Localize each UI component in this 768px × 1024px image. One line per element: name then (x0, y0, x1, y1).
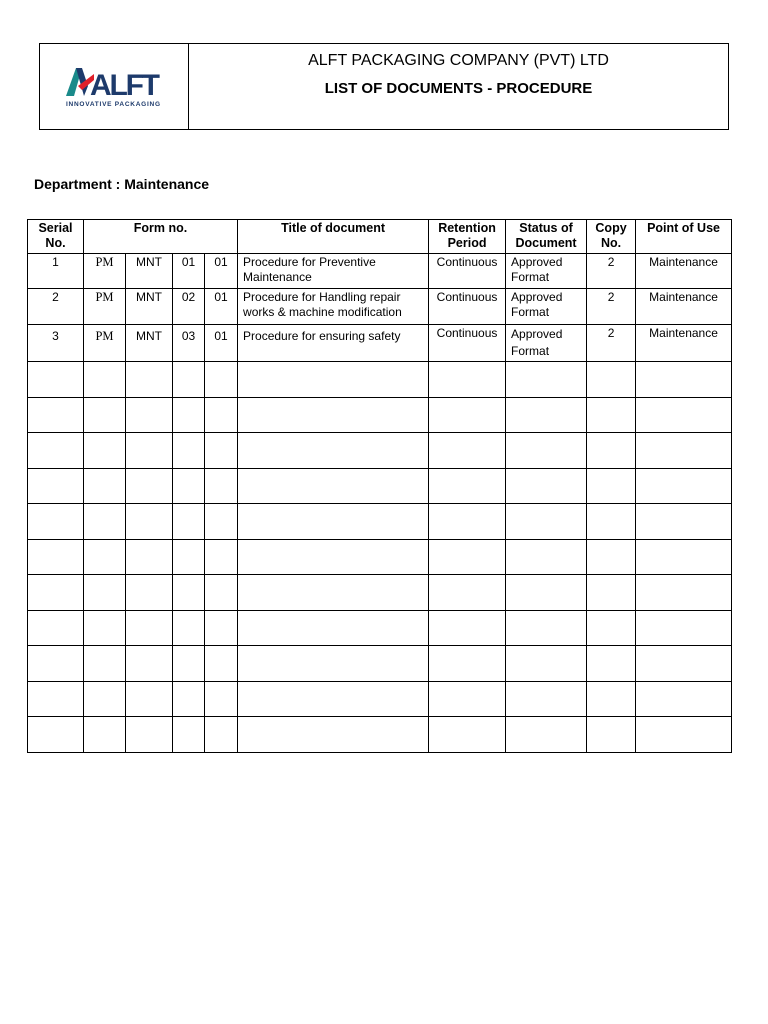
empty-cell (173, 539, 205, 575)
empty-cell (636, 468, 732, 504)
empty-cell (238, 681, 429, 717)
empty-cell (429, 468, 506, 504)
empty-cell (636, 610, 732, 646)
empty-cell (429, 433, 506, 469)
header-status: Status of Document (506, 220, 587, 254)
empty-cell (28, 717, 84, 753)
status-cell: Approved Format (506, 254, 587, 289)
empty-cell (506, 397, 587, 433)
empty-cell (238, 468, 429, 504)
empty-cell (84, 468, 126, 504)
logo-brand: ALFT (90, 68, 160, 102)
empty-cell (84, 610, 126, 646)
empty-cell (636, 575, 732, 611)
empty-cell (587, 539, 636, 575)
form-dept-cell: MNT (126, 254, 173, 289)
form-revision-cell: 01 (205, 254, 238, 289)
form-revision-cell: 01 (205, 325, 238, 362)
empty-cell (84, 362, 126, 398)
logo-tagline: INNOVATIVE PACKAGING (66, 100, 160, 108)
company-name: ALFT PACKAGING COMPANY (PVT) LTD (308, 52, 609, 69)
empty-cell (173, 397, 205, 433)
empty-cell (126, 681, 173, 717)
empty-cell (205, 539, 238, 575)
empty-cell (28, 610, 84, 646)
empty-table-row (28, 717, 732, 753)
empty-cell (126, 610, 173, 646)
empty-cell (205, 504, 238, 540)
logo-cell (40, 44, 189, 129)
empty-cell (205, 397, 238, 433)
empty-cell (28, 539, 84, 575)
title-cell: Procedure for ensuring safety (238, 325, 429, 362)
empty-cell (636, 646, 732, 682)
empty-cell (506, 717, 587, 753)
empty-cell (587, 433, 636, 469)
empty-cell (587, 397, 636, 433)
empty-cell (429, 504, 506, 540)
retention-cell: Continuous (429, 289, 506, 325)
serial-cell: 2 (28, 289, 84, 325)
empty-cell (429, 575, 506, 611)
header-title: Title of document (238, 220, 429, 254)
documents-table (27, 219, 732, 753)
table-row (28, 289, 732, 325)
empty-cell (587, 362, 636, 398)
copy-cell: 2 (587, 325, 636, 362)
status-cell: Approved Format (506, 325, 587, 362)
form-prefix-cell: PM (84, 325, 126, 362)
retention-cell: Continuous (429, 254, 506, 289)
empty-cell (506, 433, 587, 469)
empty-cell (636, 504, 732, 540)
empty-cell (636, 362, 732, 398)
empty-cell (238, 397, 429, 433)
empty-cell (173, 433, 205, 469)
empty-cell (28, 575, 84, 611)
empty-cell (238, 504, 429, 540)
title-cell (189, 44, 728, 129)
point-of-use-cell: Maintenance (636, 289, 732, 325)
empty-cell (587, 681, 636, 717)
empty-cell (587, 646, 636, 682)
retention-cell: Continuous (429, 325, 506, 362)
empty-cell (506, 468, 587, 504)
empty-table-row (28, 433, 732, 469)
empty-cell (28, 504, 84, 540)
empty-cell (506, 646, 587, 682)
form-dept-cell: MNT (126, 289, 173, 325)
empty-cell (205, 717, 238, 753)
serial-cell: 1 (28, 254, 84, 289)
serial-cell: 3 (28, 325, 84, 362)
empty-cell (84, 681, 126, 717)
empty-cell (636, 539, 732, 575)
empty-cell (126, 362, 173, 398)
empty-cell (126, 575, 173, 611)
empty-cell (173, 717, 205, 753)
empty-cell (636, 717, 732, 753)
empty-cell (28, 433, 84, 469)
table-row (28, 254, 732, 289)
empty-table-row (28, 397, 732, 433)
empty-cell (429, 397, 506, 433)
empty-cell (173, 504, 205, 540)
empty-table-row (28, 539, 732, 575)
empty-cell (587, 575, 636, 611)
empty-cell (587, 504, 636, 540)
empty-cell (28, 362, 84, 398)
empty-cell (84, 646, 126, 682)
empty-cell (126, 646, 173, 682)
empty-cell (28, 397, 84, 433)
empty-cell (173, 575, 205, 611)
empty-cell (126, 504, 173, 540)
empty-cell (506, 575, 587, 611)
empty-cell (238, 575, 429, 611)
form-number-cell: 01 (173, 254, 205, 289)
empty-cell (173, 646, 205, 682)
empty-cell (126, 397, 173, 433)
empty-cell (506, 610, 587, 646)
empty-cell (429, 610, 506, 646)
empty-table-row (28, 362, 732, 398)
empty-table-row (28, 646, 732, 682)
form-number-cell: 03 (173, 325, 205, 362)
empty-cell (587, 717, 636, 753)
status-cell: Approved Format (506, 289, 587, 325)
table-row (28, 325, 732, 362)
empty-cell (205, 681, 238, 717)
empty-cell (506, 681, 587, 717)
empty-cell (28, 646, 84, 682)
document-title: LIST OF DOCUMENTS - PROCEDURE (324, 80, 593, 97)
form-revision-cell: 01 (205, 289, 238, 325)
empty-cell (238, 646, 429, 682)
empty-table-row (28, 681, 732, 717)
empty-cell (173, 610, 205, 646)
form-prefix-cell: PM (84, 254, 126, 289)
empty-cell (506, 362, 587, 398)
empty-cell (238, 362, 429, 398)
empty-cell (506, 504, 587, 540)
empty-cell (506, 539, 587, 575)
empty-cell (205, 575, 238, 611)
empty-cell (636, 433, 732, 469)
point-of-use-cell: Maintenance (636, 325, 732, 362)
empty-cell (126, 433, 173, 469)
empty-table-row (28, 468, 732, 504)
copy-cell: 2 (587, 289, 636, 325)
empty-cell (636, 681, 732, 717)
empty-cell (84, 397, 126, 433)
header-retention: Retention Period (429, 220, 506, 254)
empty-cell (126, 717, 173, 753)
empty-cell (587, 468, 636, 504)
title-cell: Procedure for Handling repair works & machine modification (238, 289, 429, 325)
document-header (39, 43, 729, 130)
header-point-of-use: Point of Use (636, 220, 732, 254)
empty-cell (84, 539, 126, 575)
form-number-cell: 02 (173, 289, 205, 325)
empty-cell (205, 433, 238, 469)
form-dept-cell: MNT (126, 325, 173, 362)
department-label: Department : Maintenance (34, 176, 210, 192)
point-of-use-cell: Maintenance (636, 254, 732, 289)
empty-cell (429, 681, 506, 717)
empty-cell (173, 468, 205, 504)
empty-cell (238, 717, 429, 753)
empty-cell (429, 717, 506, 753)
header-copy: Copy No. (587, 220, 636, 254)
empty-cell (429, 539, 506, 575)
title-cell: Procedure for Preventive Maintenance (238, 254, 429, 289)
empty-cell (205, 646, 238, 682)
empty-cell (636, 397, 732, 433)
empty-cell (173, 681, 205, 717)
empty-cell (238, 610, 429, 646)
table-header-row (28, 220, 732, 254)
empty-cell (28, 681, 84, 717)
copy-cell: 2 (587, 254, 636, 289)
empty-cell (84, 433, 126, 469)
empty-cell (84, 504, 126, 540)
empty-cell (238, 539, 429, 575)
empty-cell (238, 433, 429, 469)
empty-cell (205, 610, 238, 646)
form-prefix-cell: PM (84, 289, 126, 325)
empty-cell (205, 468, 238, 504)
empty-cell (126, 468, 173, 504)
empty-table-row (28, 575, 732, 611)
empty-cell (84, 575, 126, 611)
empty-table-row (28, 504, 732, 540)
alft-logo (64, 64, 164, 110)
empty-cell (587, 610, 636, 646)
empty-cell (429, 362, 506, 398)
header-serial: Serial No. (28, 220, 84, 254)
empty-cell (205, 362, 238, 398)
empty-table-row (28, 610, 732, 646)
empty-cell (28, 468, 84, 504)
empty-cell (429, 646, 506, 682)
empty-cell (173, 362, 205, 398)
empty-cell (84, 717, 126, 753)
header-form-no: Form no. (84, 220, 238, 254)
empty-cell (126, 539, 173, 575)
